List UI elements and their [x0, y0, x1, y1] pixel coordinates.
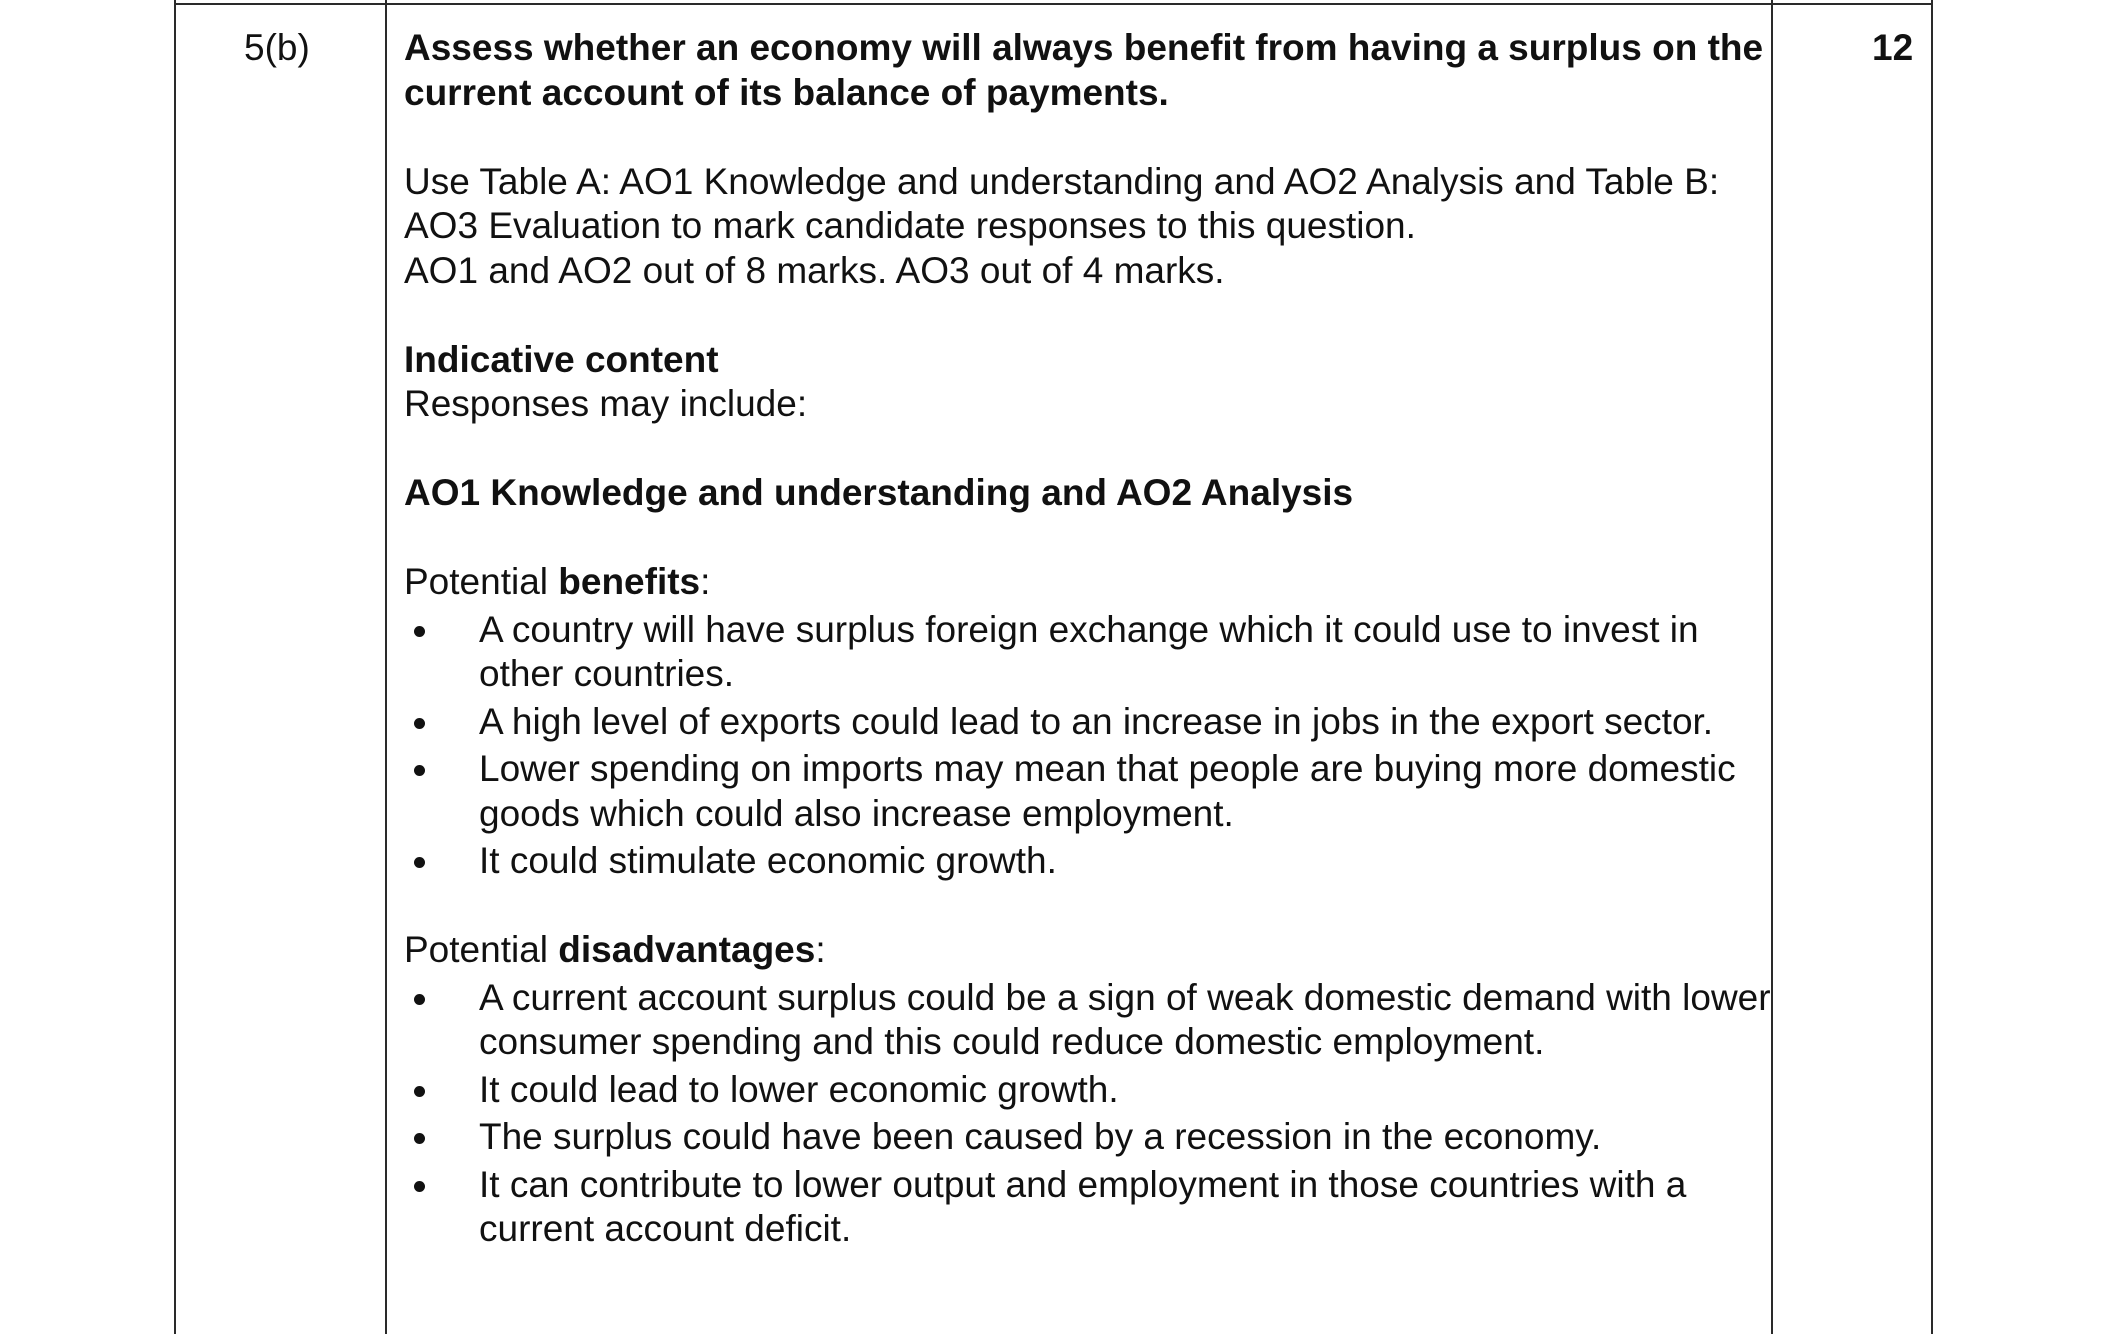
disadvantages-heading — [404, 928, 1774, 973]
list-item — [404, 608, 1774, 697]
table-left-border — [174, 0, 176, 1334]
bullet-icon — [414, 718, 425, 729]
bullet-icon — [414, 857, 425, 868]
list-item — [404, 839, 1774, 884]
disadvantages-prefix: Potential — [404, 929, 559, 970]
disadvantages-keyword: disadvantages — [558, 929, 816, 970]
indicative-heading: Indicative content — [404, 338, 719, 380]
list-item — [404, 1163, 1774, 1252]
table-right-border — [1931, 0, 1933, 1334]
list-item — [404, 700, 1774, 745]
bullet-icon — [414, 994, 425, 1005]
question-column-divider — [385, 0, 387, 1334]
list-item-text: A high level of exports could lead to an increase in jobs in the export sector. — [479, 700, 1714, 742]
bullet-icon — [414, 765, 425, 776]
list-item-text: Lower spending on imports may mean that people are buying more domestic goods which could also increase employment. — [479, 748, 1736, 834]
benefits-heading — [404, 560, 1774, 605]
instruction-tables: Use Table A: AO1 Knowledge and understanding and AO2 Analysis and Table B: AO3 Evaluation to mark candidate responses to this question. — [404, 160, 1720, 246]
ao-heading: AO1 Knowledge and understanding and AO2 Analysis — [404, 472, 1354, 513]
table-top-border — [174, 3, 1933, 5]
list-item-text: It could stimulate economic growth. — [479, 840, 1057, 881]
benefits-list — [404, 608, 1774, 884]
answer-content — [404, 26, 1774, 1252]
instruction-marks: AO1 and AO2 out of 8 marks. AO3 out of 4 marks. — [404, 249, 1225, 291]
disadvantages-list — [404, 976, 1774, 1252]
disadvantages-suffix: : — [815, 929, 826, 970]
benefits-prefix: Potential — [404, 561, 559, 602]
list-item-text: A current account surplus could be a sign of weak domestic demand with lower consumer spending and this could reduce domestic employment. — [479, 976, 1771, 1062]
bullet-icon — [414, 1181, 425, 1192]
question-marks: 12 — [1872, 27, 1914, 68]
list-item — [404, 1068, 1774, 1113]
indicative-intro: Responses may include: — [404, 383, 808, 424]
bullet-icon — [414, 1133, 425, 1144]
list-item — [404, 1115, 1774, 1160]
question-prompt: Assess whether an economy will always benefit from having a surplus on the current account of its balance of payments. — [404, 27, 1764, 113]
list-item-text: It can contribute to lower output and employment in those countries with a current account deficit. — [479, 1163, 1687, 1249]
list-item-text: A country will have surplus foreign exchange which it could use to invest in other countries. — [479, 608, 1699, 694]
benefits-keyword: benefits — [558, 561, 701, 602]
list-item-text: It could lead to lower economic growth. — [479, 1068, 1119, 1110]
bullet-icon — [414, 1086, 425, 1097]
benefits-suffix: : — [700, 561, 711, 602]
list-item — [404, 976, 1774, 1065]
list-item-text: The surplus could have been caused by a recession in the economy. — [479, 1116, 1602, 1157]
list-item — [404, 747, 1774, 836]
question-number: 5(b) — [244, 27, 310, 68]
bullet-icon — [414, 626, 425, 637]
